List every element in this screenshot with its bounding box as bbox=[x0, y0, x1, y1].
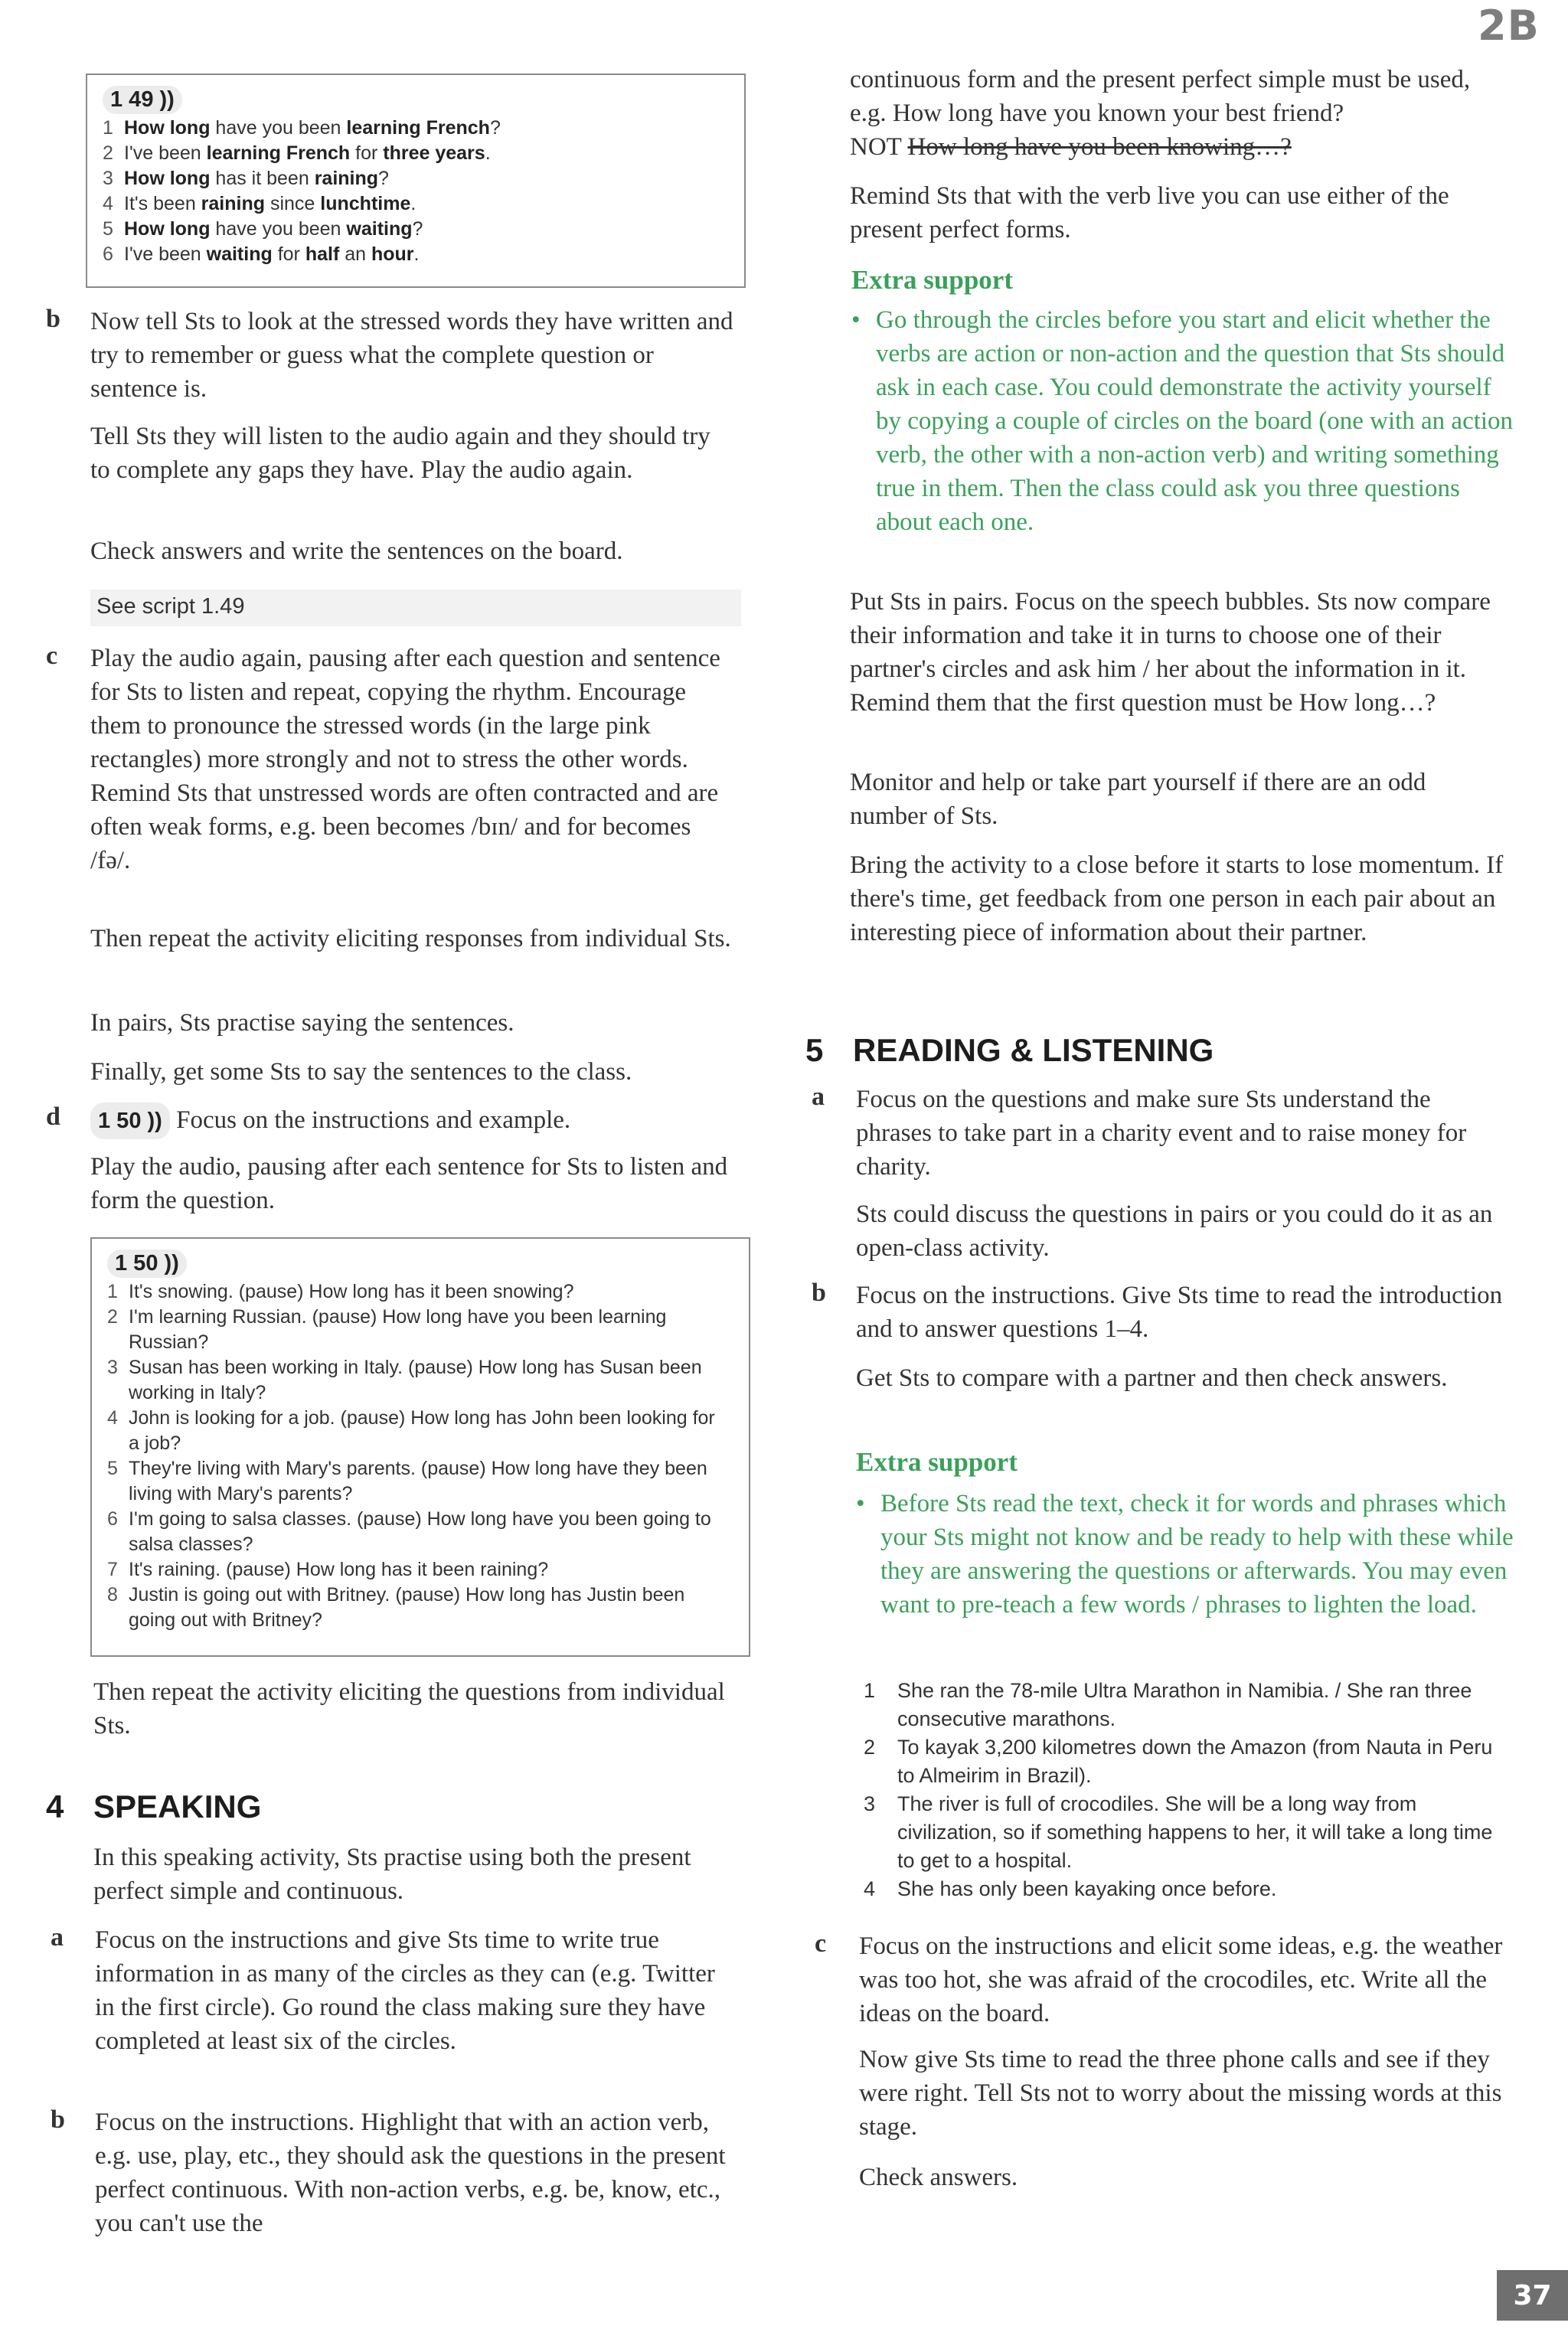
answer-item bbox=[864, 1677, 1514, 1733]
line-text: How long have you been waiting? bbox=[124, 218, 423, 240]
paragraph: Check answers. bbox=[859, 2164, 1018, 2191]
paragraph: Play the audio again, pausing after each question and sentence for Sts to listen and repeat, copying the rhythm. Encourage them to pronounce the stressed words (in the large pink rectangles) more strongly and not to stress the other words. Remind Sts that unstressed words are often contracted and are often weak forms, e.g. been becomes /bɪn/ and for becomes /fə/. bbox=[90, 645, 720, 874]
line-text: Susan has been working in Italy. (pause) How long has Susan been working in Italy? bbox=[129, 1357, 702, 1403]
line-text: It's raining. (pause) How long has it been raining? bbox=[129, 1559, 549, 1580]
paragraph: Focus on the instructions. Highlight that with an action verb, e.g. use, play, etc., they should ask the questions in the present perfect continuous. With non-action verbs, e.g. be, know, etc., you can't use the bbox=[95, 2109, 726, 2237]
script-line bbox=[103, 141, 726, 166]
section-heading-speaking: 4 SPEAKING bbox=[46, 1788, 262, 1824]
script-line bbox=[103, 191, 726, 217]
line-text: How long have you been learning French? bbox=[124, 117, 501, 139]
step-letter: d bbox=[46, 1102, 60, 1131]
line-text: How long has it been raining? bbox=[124, 168, 389, 189]
line-number: 7 bbox=[107, 1559, 118, 1580]
step-a bbox=[812, 1083, 1512, 1184]
paragraph: Tell Sts they will listen to the audio again and they should try to complete any gaps they have. Play the audio again. bbox=[90, 423, 710, 484]
answer-item bbox=[864, 1733, 1514, 1790]
step-a bbox=[51, 1923, 740, 2058]
script-line bbox=[107, 1279, 730, 1305]
line-number: 6 bbox=[107, 1508, 118, 1530]
step-letter: b bbox=[51, 2105, 65, 2134]
script-line bbox=[103, 116, 726, 141]
line-text: John is looking for a job. (pause) How long has John been looking for a job? bbox=[129, 1407, 715, 1454]
unit-tag: 2B bbox=[1478, 2, 1540, 50]
line-text: I'm learning Russian. (pause) How long have you been learning Russian? bbox=[129, 1306, 667, 1353]
answer-key bbox=[864, 1677, 1514, 1903]
answer-text: The river is full of crocodiles. She will be a long way from civilization, so if something happens to her, it will take a long time to get to a hospital. bbox=[897, 1792, 1493, 1872]
paragraph: Get Sts to compare with a partner and then check answers. bbox=[856, 1364, 1448, 1392]
paragraph: Focus on the instructions and give Sts time to write true information in as many of the circles as they can (e.g. Twitter in the first circle). Go round the class making sure they have completed at least six of the circles. bbox=[95, 1926, 715, 2055]
script-line bbox=[107, 1406, 730, 1456]
extra-support-bullet: • Go through the circles before you start and elicit whether the verbs are action or non-action and the question that Sts should ask in each case. You could demonstrate the activity yourself by copying a couple of circles on the board (one with an action verb, the other with a non-action verb) and writing something true in them. Then the class could ask you three questions about each one. bbox=[851, 303, 1514, 539]
audio-track-badge[interactable]: 1 50 )) bbox=[107, 1250, 187, 1278]
paragraph: Now tell Sts to look at the stressed words they have written and try to remember or guess what the complete question or sentence is. bbox=[90, 308, 733, 403]
line-number: 3 bbox=[103, 168, 113, 189]
answer-number: 1 bbox=[864, 1679, 876, 1702]
audio-icon: )) bbox=[159, 87, 175, 112]
answer-number: 3 bbox=[864, 1792, 876, 1815]
paragraph: Check answers and write the sentences on the board. bbox=[90, 537, 623, 565]
line-text: I've been waiting for half an hour. bbox=[124, 243, 420, 265]
step-letter: c bbox=[815, 1929, 827, 1958]
step-letter: b bbox=[812, 1279, 826, 1307]
line-number: 5 bbox=[107, 1458, 118, 1479]
line-text: Justin is going out with Britney. (pause) How long has Justin been going out with Britney? bbox=[129, 1584, 685, 1631]
paragraph: Focus on the questions and make sure Sts understand the phrases to take part in a charity event and to raise money for charity. bbox=[856, 1086, 1467, 1181]
script-lines bbox=[103, 116, 726, 267]
script-line bbox=[107, 1355, 730, 1406]
script-lines bbox=[107, 1279, 730, 1633]
paragraph: Then repeat the activity eliciting the questions from individual Sts. bbox=[93, 1678, 725, 1740]
line-number: 8 bbox=[107, 1584, 118, 1606]
line-text: I'm going to salsa classes. (pause) How long have you been going to salsa classes? bbox=[129, 1508, 711, 1555]
paragraph: In pairs, Sts practise saying the sentences. bbox=[90, 1009, 514, 1037]
bullet-icon: • bbox=[856, 1490, 865, 1517]
script-reference: See script 1.49 bbox=[96, 594, 245, 619]
step-b bbox=[812, 1279, 1512, 1346]
audio-track-badge[interactable]: 1 50 )) bbox=[90, 1102, 170, 1139]
page-number: 37 bbox=[1497, 2270, 1568, 2321]
answer-number: 4 bbox=[864, 1877, 876, 1900]
script-line bbox=[103, 242, 726, 267]
line-number: 4 bbox=[103, 193, 113, 214]
step-letter: c bbox=[46, 642, 58, 670]
paragraph: Focus on the instructions and elicit some ideas, e.g. the weather was too hot, she was afraid of the crocodiles, etc. Write all the ideas on the board. bbox=[859, 1932, 1503, 2027]
script-line bbox=[103, 166, 726, 191]
paragraph: Then repeat the activity eliciting responses from individual Sts. bbox=[90, 925, 731, 952]
line-number: 1 bbox=[103, 117, 113, 139]
line-number: 1 bbox=[107, 1281, 118, 1302]
step-letter: b bbox=[46, 305, 60, 333]
paragraph: Sts could discuss the questions in pairs or you could do it as an open-class activity. bbox=[856, 1200, 1493, 1262]
section-heading-reading-listening: 5 READING & LISTENING bbox=[805, 1032, 1214, 1068]
paragraph: Remind Sts that with the verb live you can use either of the present perfect forms. bbox=[850, 182, 1449, 243]
line-number: 2 bbox=[103, 142, 113, 164]
audio-icon: )) bbox=[164, 1251, 179, 1276]
answer-number: 2 bbox=[864, 1736, 876, 1759]
line-number: 2 bbox=[107, 1306, 118, 1328]
audio-icon: )) bbox=[147, 1109, 162, 1133]
line-text: I've been learning French for three years. bbox=[124, 142, 491, 164]
script-line bbox=[107, 1583, 730, 1633]
extra-support-bullet: • Before Sts read the text, check it for words and phrases which your Sts might not know and be ready to help with these while they are answering the questions or afterwards. You may even want to pre-teach a few words / phrases to lighten the load. bbox=[856, 1487, 1514, 1622]
line-number: 5 bbox=[103, 218, 113, 240]
answer-text: She has only been kayaking once before. bbox=[897, 1877, 1277, 1900]
script-line bbox=[107, 1305, 730, 1355]
step-b bbox=[51, 2105, 740, 2240]
paragraph: Finally, get some Sts to say the sentences to the class. bbox=[90, 1058, 632, 1086]
audio-script-box-149 bbox=[86, 74, 746, 288]
script-line bbox=[107, 1557, 730, 1583]
audio-track-badge[interactable]: 1 49 )) bbox=[103, 86, 182, 114]
paragraph: Put Sts in pairs. Focus on the speech bubbles. Sts now compare their information and take it in turns to choose one of their partner's circles and ask him / her about the information in it. Remind them that the first question must be How long…? bbox=[850, 588, 1491, 717]
line-number: 4 bbox=[107, 1407, 118, 1429]
answer-item bbox=[864, 1790, 1514, 1875]
script-line bbox=[107, 1456, 730, 1507]
paragraph: Monitor and help or take part yourself if there are an odd number of Sts. bbox=[850, 769, 1426, 830]
line-text: It's been raining since lunchtime. bbox=[124, 193, 416, 214]
script-line bbox=[107, 1507, 730, 1557]
step-d bbox=[46, 1102, 735, 1141]
step-b bbox=[46, 305, 735, 406]
answer-text: To kayak 3,200 kilometres down the Amazon (from Nauta in Peru to Almeirim in Brazil). bbox=[897, 1736, 1493, 1787]
paragraph: continuous form and the present perfect simple must be used, e.g. How long have you known your best friend? NOT How long have you been knowing…? bbox=[850, 66, 1471, 161]
paragraph: In this speaking activity, Sts practise using both the present perfect simple and continuous. bbox=[93, 1844, 691, 1905]
answer-item bbox=[864, 1875, 1514, 1903]
script-line bbox=[103, 217, 726, 242]
line-text: It's snowing. (pause) How long has it been snowing? bbox=[129, 1281, 574, 1302]
paragraph: Now give Sts time to read the three phone calls and see if they were right. Tell Sts not to worry about the missing words at this stage. bbox=[859, 2046, 1502, 2141]
paragraph: Play the audio, pausing after each sentence for Sts to listen and form the question. bbox=[90, 1153, 728, 1214]
step-c bbox=[46, 642, 735, 877]
step-c bbox=[815, 1929, 1515, 2030]
extra-support-heading: Extra support bbox=[856, 1447, 1018, 1477]
extra-support-heading: Extra support bbox=[851, 265, 1013, 295]
step-letter: a bbox=[812, 1083, 825, 1111]
step-letter: a bbox=[51, 1923, 64, 1952]
bullet-icon: • bbox=[851, 306, 861, 334]
answer-text: She ran the 78-mile Ultra Marathon in Namibia. / She ran three consecutive marathons. bbox=[897, 1679, 1472, 1730]
line-number: 3 bbox=[107, 1357, 118, 1378]
paragraph: Bring the activity to a close before it starts to lose momentum. If there's time, get feedback from one person in each pair about an interesting piece of information about their partner. bbox=[850, 851, 1504, 946]
line-text: They're living with Mary's parents. (pause) How long have they been living with Mary's parents? bbox=[129, 1458, 707, 1504]
paragraph: Focus on the instructions and example. bbox=[176, 1106, 571, 1134]
paragraph: Focus on the instructions. Give Sts time to read the introduction and to answer questions 1–4. bbox=[856, 1282, 1503, 1343]
line-number: 6 bbox=[103, 243, 113, 265]
audio-script-box-150 bbox=[90, 1237, 750, 1657]
